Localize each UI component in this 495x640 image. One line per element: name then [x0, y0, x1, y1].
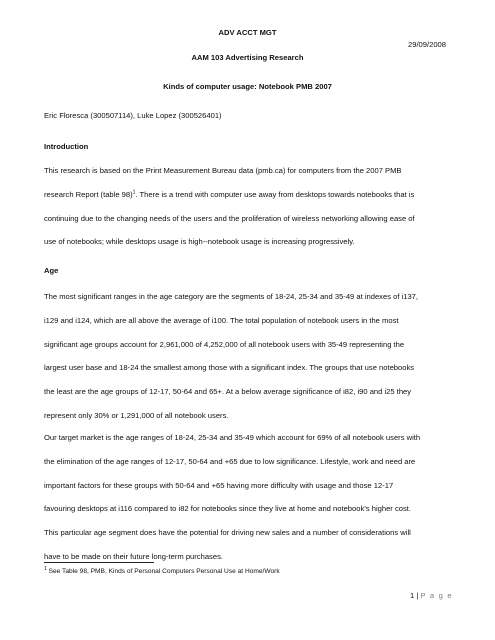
age-heading: Age: [44, 266, 59, 275]
age-line: represent only 30% or 1,291,000 of all notebook users.: [44, 411, 229, 420]
age-line: i129 and i124, which are all above the average of i100. The total population of notebook users in the most: [44, 316, 399, 325]
age-line: important factors for these groups with 50-64 and +65 having more difficulty with usage and those 12-17: [44, 481, 394, 490]
age-line: favouring desktops at i116 compared to i82 for notebooks since they live at home and notebook’s higher cost.: [44, 504, 411, 513]
intro-line: continuing due to the changing needs of the users and the proliferation of wireless networking allowing ease of: [44, 214, 415, 223]
age-line: significant age groups account for 2,961,000 of 4,252,000 of all notebook users with 35-49 representing the: [44, 340, 405, 349]
course-subject: AAM 103 Advertising Research: [191, 53, 304, 62]
age-line: the elimination of the age ranges of 12-17, 50-64 and +65 due to low significance. Lifestyle, work and need are: [44, 457, 416, 466]
footnote-divider: [44, 562, 154, 563]
course-code: ADV ACCT MGT: [218, 28, 277, 37]
footnote: [44, 565, 280, 575]
footnote-number: 1: [44, 565, 47, 572]
page-number-separator: |: [414, 591, 421, 600]
page-number-value: 1: [410, 591, 415, 600]
age-line: Our target market is the age ranges of 18-24, 25-34 and 35-49 which account for 69% of all notebook users with: [44, 433, 421, 442]
intro-line: This research is based on the Print Measurement Bureau data (pmb.ca) for computers from the 2007 PMB: [44, 166, 402, 175]
footnote-text: See Table 98, PMB, Kinds of Personal Computers Personal Use at Home/Work: [46, 568, 280, 575]
authors-line: Eric Floresca (300507114), Luke Lopez (300526401): [44, 111, 222, 120]
footnote-reference[interactable]: 1: [132, 189, 136, 196]
document-title: Kinds of computer usage: Notebook PMB 2007: [163, 82, 332, 91]
intro-line: research Report (table 98)$^1$. There is a trend with computer use away from desktops towards notebooks that is: [44, 189, 415, 199]
age-line: have to be made on their future long-term purchases.: [44, 552, 223, 561]
intro-line: use of notebooks; while desktops usage is high--notebook usage is increasing progressively.: [44, 237, 355, 246]
age-line: the least are the age groups of 12-17, 50-64 and 65+. At a below average significance of i82, i90 and i25 they: [44, 387, 412, 396]
age-line: This particular age segment does have the potential for driving new sales and a number of considerations will: [44, 528, 411, 537]
page-label: P a g e: [420, 591, 453, 600]
page-number: [410, 591, 453, 600]
age-line: The most significant ranges in the age category are the segments of 18-24, 25-34 and 35-49 at indexes of i137,: [44, 292, 419, 301]
document-date: 29/09/2008: [408, 40, 447, 49]
intro-heading: Introduction: [44, 142, 89, 151]
age-line: largest user base and 18-24 the smallest among those with a significant index. The groups that use notebooks: [44, 363, 415, 372]
